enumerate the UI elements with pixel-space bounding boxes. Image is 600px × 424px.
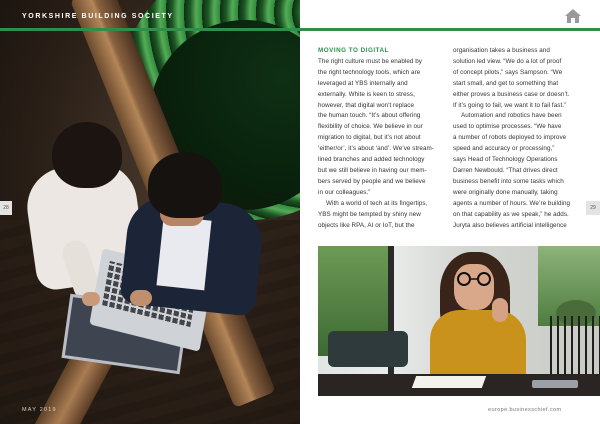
phone bbox=[532, 380, 578, 388]
article-text-line: says Head of Technology Operations bbox=[453, 156, 558, 164]
man-shirt bbox=[156, 216, 211, 291]
article-text-line: organisation takes a business and bbox=[453, 47, 550, 54]
man-hair bbox=[148, 152, 222, 218]
article-text-line: flexibility of choice. We believe in our bbox=[318, 123, 423, 131]
woman-hair bbox=[52, 122, 122, 188]
article-text-line: The right culture must be enabled by bbox=[318, 57, 423, 65]
hand-on-chin bbox=[492, 298, 508, 322]
article-text-line: solution led view. “We do a lot of proof bbox=[453, 57, 562, 65]
woman-hand bbox=[82, 292, 100, 306]
page-number-left: 28 bbox=[0, 201, 12, 215]
article-text-line: on that capability as we speak,” he adds. bbox=[453, 210, 569, 218]
header-rule-left bbox=[0, 28, 300, 31]
article-text-line: externally. White is keen to stress, bbox=[318, 90, 415, 98]
article-text-line: the right technology tools, which are bbox=[318, 68, 421, 76]
article-text-line: in our colleagues.” bbox=[318, 188, 371, 196]
article-text-line: used to optimise processes. “We have bbox=[453, 123, 562, 131]
article-text-line: the human touch. “It’s about offering bbox=[318, 112, 421, 120]
glasses bbox=[452, 272, 498, 286]
article-text-line: With a world of tech at its fingertips, bbox=[326, 199, 428, 207]
article-text-line: speed and accuracy or processing,” bbox=[453, 145, 555, 153]
woman-face bbox=[454, 264, 494, 310]
notepad bbox=[412, 376, 486, 388]
article-text-line: lined branches and added technology bbox=[318, 156, 425, 164]
issue-date: MAY 2019 bbox=[22, 407, 57, 413]
article-text-line: Juryta also believes artificial intelligence bbox=[453, 221, 567, 229]
home-icon[interactable] bbox=[564, 8, 582, 24]
article-text-line: business benefit into some tasks which bbox=[453, 177, 564, 185]
article-text-line: however, that digital won't replace bbox=[318, 101, 415, 109]
article-text-line: objects like RPA, AI or IoT, but the bbox=[318, 221, 415, 229]
article-text-line: either proves a business case or doesn’t. bbox=[453, 90, 570, 98]
column-2-text bbox=[453, 46, 585, 231]
right-page bbox=[300, 0, 600, 424]
article-photo bbox=[318, 246, 600, 396]
article-text-line: migration to digital, but it’s not about bbox=[318, 134, 421, 142]
header-rule-right bbox=[300, 28, 600, 31]
article-text-line: start small, and get to something that bbox=[453, 79, 559, 87]
article-text-line: agents a number of hours. We’re building bbox=[453, 199, 571, 207]
article-text-line: leveraged at YBS internally and bbox=[318, 79, 408, 87]
article-text-line: of concept pilots,” says Sampson. “We bbox=[453, 68, 563, 76]
article-text-line: Automation and robotics have been bbox=[461, 112, 562, 120]
article-text-line: a number of robots deployed to improve bbox=[453, 134, 567, 142]
sofa bbox=[328, 331, 408, 367]
article-text-line: YBS might be tempted by shiny new bbox=[318, 210, 421, 218]
column-1-text bbox=[318, 57, 450, 232]
magazine-title: YORKSHIRE BUILDING SOCIETY bbox=[22, 13, 174, 20]
article-column-1 bbox=[318, 46, 450, 231]
article-text-line: were originally done manually, taking bbox=[453, 188, 558, 196]
article-text-line: ‘either/or’, it’s about ‘and’. We’ve stream- bbox=[318, 145, 434, 153]
website-url: europe.businesschief.com bbox=[488, 407, 562, 413]
article-text-line: Darren Newbould. “That drives direct bbox=[453, 166, 558, 174]
article-column-2 bbox=[453, 46, 585, 231]
article-text-line: If it’s going to fail, we want it to fail fast.” bbox=[453, 101, 567, 109]
section-heading: MOVING TO DIGITAL bbox=[318, 47, 389, 54]
page-number-right: 29 bbox=[586, 201, 600, 215]
article-text-line: but we still believe in having our mem- bbox=[318, 166, 427, 174]
balcony-railing bbox=[550, 316, 600, 374]
article-text-line: bers served by people and we believe bbox=[318, 177, 426, 185]
man-hand bbox=[130, 290, 152, 306]
